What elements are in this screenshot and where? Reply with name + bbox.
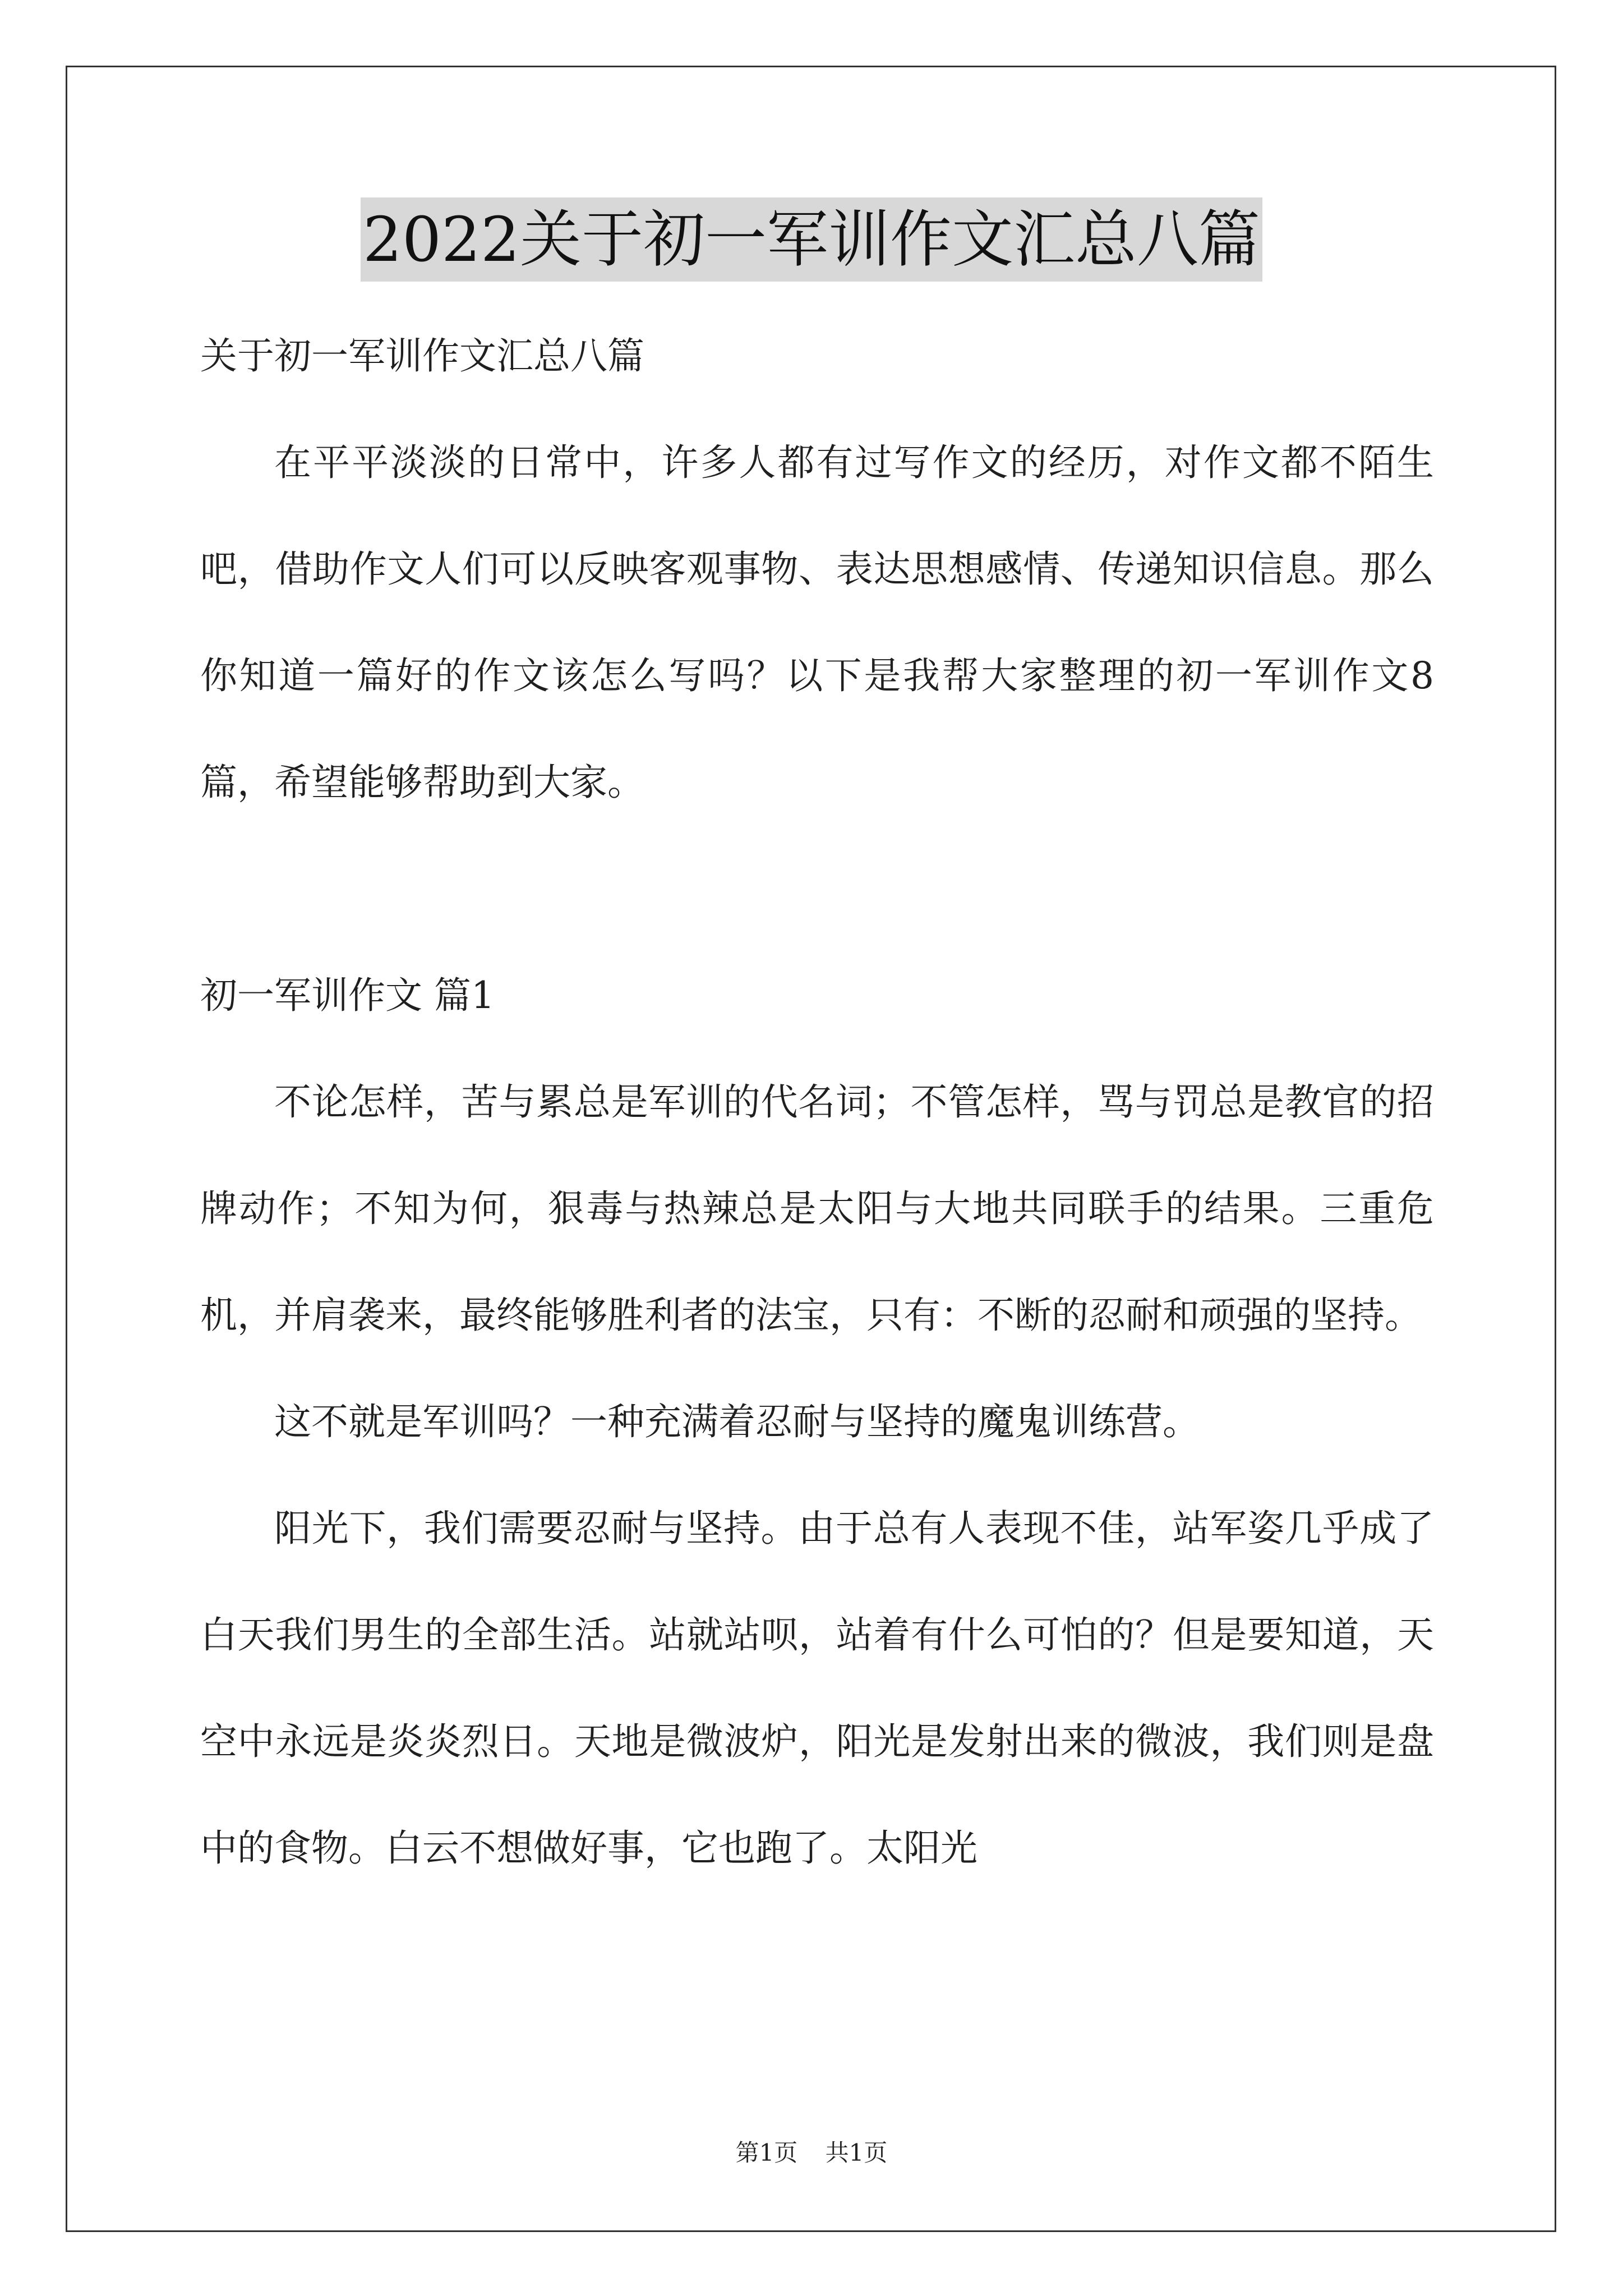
spacer bbox=[200, 836, 1434, 942]
page-footer bbox=[0, 2134, 1623, 2168]
body-paragraph: 阳光下，我们需要忍耐与坚持。由于总有人表现不佳，站军姿几乎成了白天我们男生的全部生活。站就站呗，站着有什么可怕的？但是要知道，天空中永远是炎炎烈日。天地是微波炉，阳光是发射出来的微波，我们则是盘中的食物。白云不想做好事，它也跑了。太阳光 bbox=[200, 1507, 1434, 1870]
title-wrap bbox=[0, 197, 1623, 282]
document-subtitle: 关于初一军训作文汇总八篇 bbox=[200, 334, 644, 378]
document-title: 2022关于初一军训作文汇总八篇 bbox=[361, 197, 1262, 282]
body-paragraph: 不论怎样，苦与累总是军训的代名词；不管怎样，骂与罚总是教官的招牌动作；不知为何，狠毒与热辣总是太阳与大地共同联手的结果。三重危机，并肩袭来，最终能够胜利者的法宝，只有：不断的忍耐和顽强的坚持。 bbox=[200, 1080, 1434, 1337]
body-paragraph: 这不就是军训吗？一种充满着忍耐与坚持的魔鬼训练营。 bbox=[274, 1400, 1200, 1443]
section-heading: 初一军训作文 篇1 bbox=[200, 974, 495, 1017]
intro-paragraph: 在平平淡淡的日常中，许多人都有过写作文的经历，对作文都不陌生吧，借助作文人们可以反映客观事物、表达思想感情、传递知识信息。那么你知道一篇好的作文该怎么写吗？以下是我帮大家整理的初一军训作文8篇，希望能够帮助到大家。 bbox=[200, 441, 1434, 804]
page-number-current: 第1页 bbox=[735, 2139, 798, 2166]
page-number-total: 共1页 bbox=[825, 2139, 888, 2166]
document-body bbox=[200, 303, 1434, 1902]
